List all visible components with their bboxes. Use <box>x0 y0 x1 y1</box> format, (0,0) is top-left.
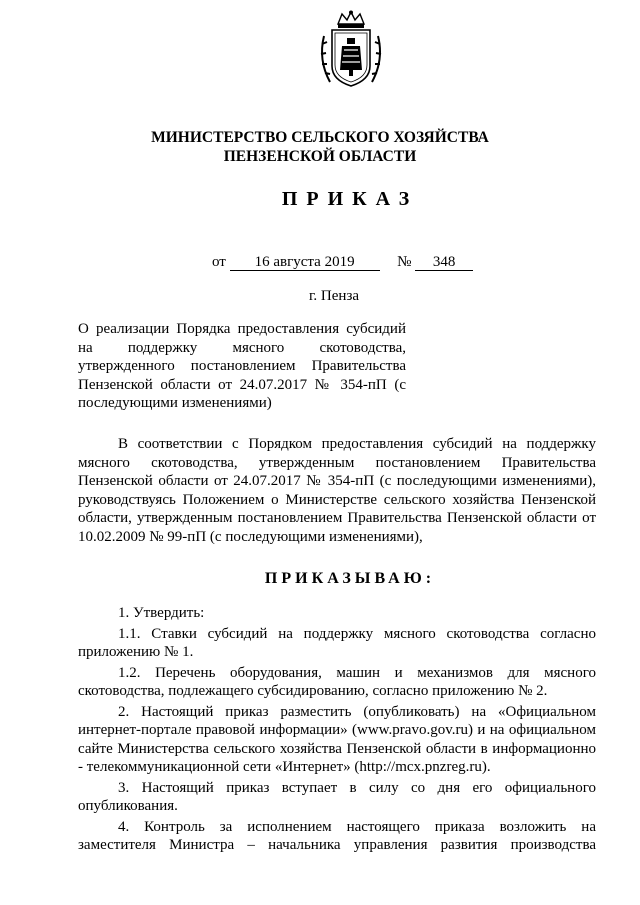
preamble-paragraph: В соответствии с Порядком предоставления субсидий на поддержку мясного скотоводства, утвержденным постановлением Правительства Пензенской области от 24.07.2017 № 354-пП (с последующими изменениями), руководствуясь Положением о Министерстве сельского хозяйства Пензенской области, утвержденным постановлением Правительства Пензенской области от 10.02.2009 № 99-пП (с последующими изменениями), <box>78 436 596 545</box>
order-item: 2. Настоящий приказ разместить (опубликовать) на «Официальном интернет-портале правовой информации» (www.pravo.gov.ru) и на официальном сайте Министерства сельского хозяйства Пензенской области в информационно - телекоммуникационной сети «Интернет» (http://mcx.pnzreg.ru). <box>78 703 596 775</box>
order-item: 4. Контроль за исполнением настоящего приказа возложить на заместителя Министра – начальника управления развития производства <box>78 818 596 853</box>
dateline <box>212 253 473 271</box>
city: г. Пенза <box>308 288 360 304</box>
number-label: № <box>397 254 412 270</box>
date-label: от <box>212 254 226 270</box>
document-subject: О реализации Порядка предоставления субсидий на поддержку мясного скотоводства, утвержденного постановлением Правительства Пензенской области от 24.07.2017 № 354-пП (с последующими изменениями) <box>78 321 406 411</box>
coat-of-arms-emblem <box>316 10 386 90</box>
order-date: 16 августа 2019 <box>230 254 380 271</box>
order-item: 3. Настоящий приказ вступает в силу со дня его официального опубликования. <box>78 779 596 814</box>
ministry-name-line1: МИНИСТЕРСТВО СЕЛЬСКОГО ХОЗЯЙСТВА <box>151 129 489 146</box>
document-type-title: ПРИКАЗ <box>281 188 419 210</box>
orders-heading: ПРИКАЗЫВАЮ: <box>264 570 436 587</box>
order-item: 1.2. Перечень оборудования, машин и механизмов для мясного скотоводства, подлежащего субсидированию, согласно приложению № 2. <box>78 664 596 699</box>
ministry-name-line2: ПЕНЗЕНСКОЙ ОБЛАСТИ <box>223 148 417 165</box>
order-item: 1.1. Ставки субсидий на поддержку мясного скотоводства согласно приложению № 1. <box>78 625 596 660</box>
order-number: 348 <box>415 254 473 271</box>
order-items <box>78 604 596 857</box>
order-item: 1. Утвердить: <box>118 605 205 621</box>
